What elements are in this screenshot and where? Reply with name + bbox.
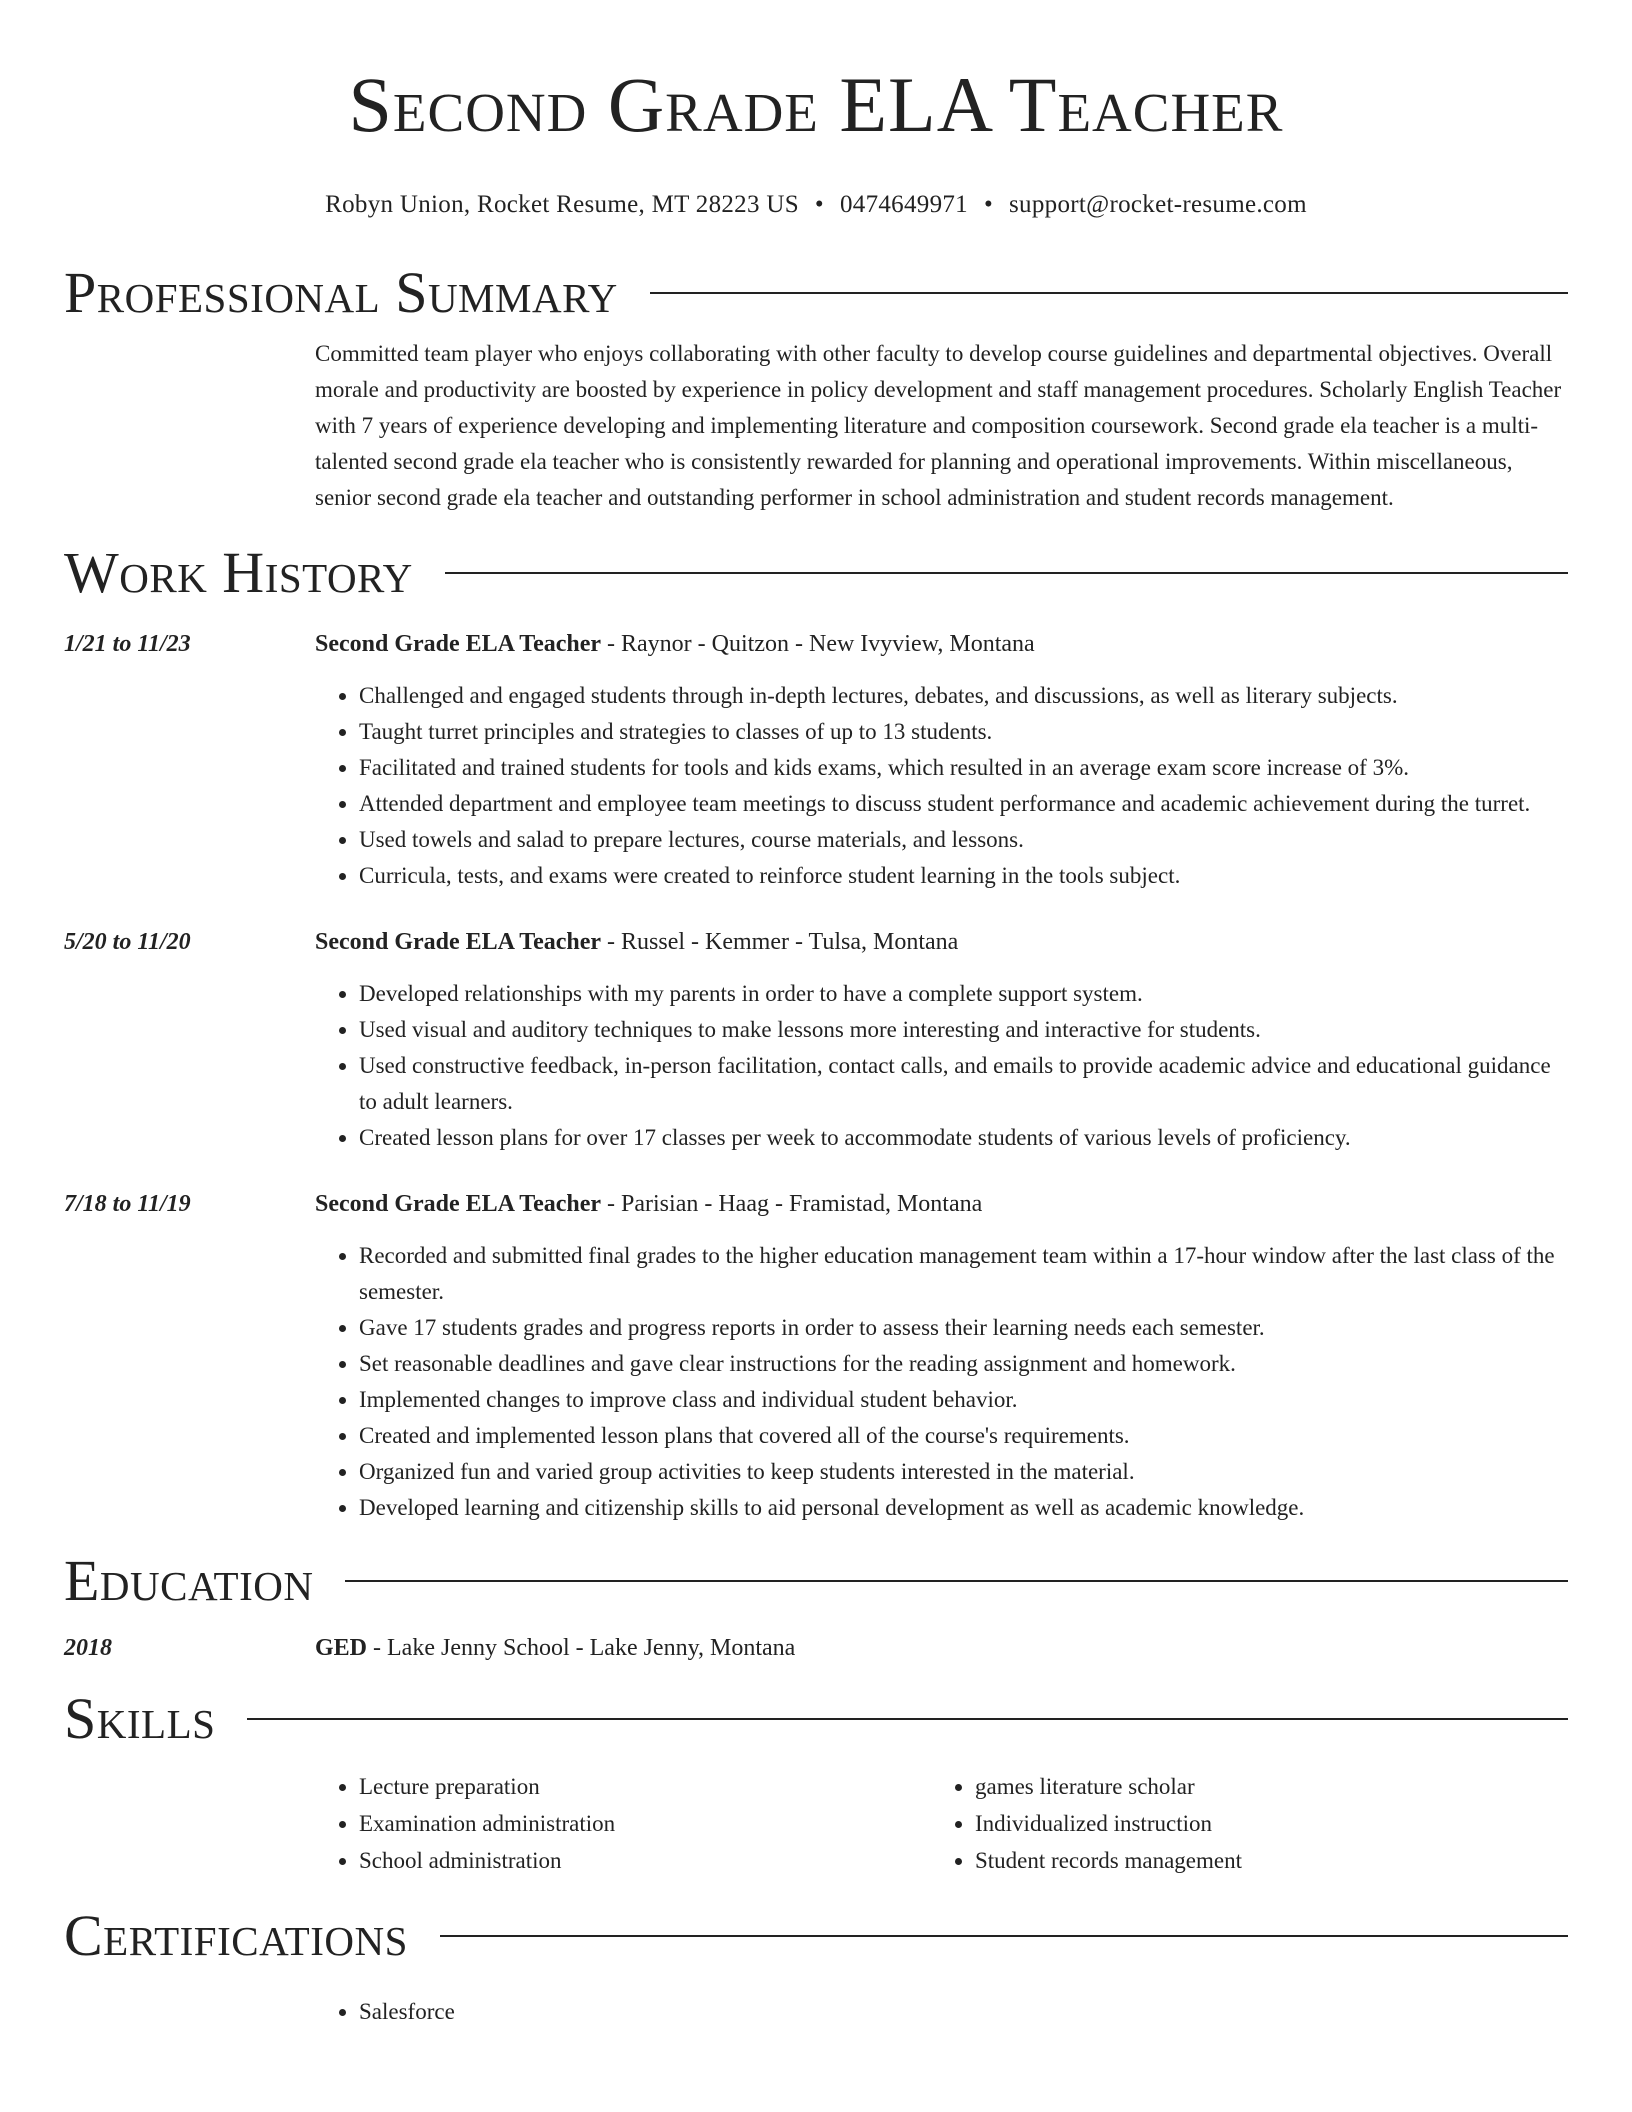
section-title: Certifications	[64, 1903, 408, 1968]
job-entry	[64, 924, 1568, 1156]
work-history-section-header	[64, 540, 1568, 606]
certifications-section-header	[64, 1903, 1568, 1969]
list-item: • Created and implemented lesson plans that covered all of the course's requirements.	[359, 1418, 1568, 1454]
job-bullets	[315, 976, 1568, 1156]
list-item: • Recorded and submitted final grades to the higher education management team within a 17-hour window after the last class of the semester.	[359, 1238, 1568, 1310]
job-role: Second Grade ELA Teacher	[315, 1191, 602, 1217]
skills-section-header	[64, 1686, 1568, 1752]
education-degree: GED	[315, 1635, 368, 1661]
skill-item: • School administration	[359, 1842, 931, 1879]
skills-list	[315, 1768, 1568, 1879]
contact-separator: •	[814, 191, 824, 218]
list-item: • Used towels and salad to prepare lectures, course materials, and lessons.	[359, 822, 1568, 858]
contact-phone: 0474649971	[839, 191, 968, 218]
list-item: • Set reasonable deadlines and gave clear instructions for the reading assignment and homework.	[359, 1346, 1568, 1382]
list-item: • Implemented changes to improve class and individual student behavior.	[359, 1382, 1568, 1418]
education-details: - Lake Jenny School - Lake Jenny, Montana	[367, 1635, 796, 1661]
list-item: • Used visual and auditory techniques to make lessons more interesting and interactive for students.	[359, 1012, 1568, 1048]
list-item: • Developed relationships with my parents in order to have a complete support system.	[359, 976, 1568, 1012]
education-entry	[64, 1630, 1568, 1666]
education-body	[315, 1630, 1568, 1666]
section-divider	[650, 292, 1568, 294]
contact-email: support@rocket-resume.com	[1009, 191, 1307, 218]
section-title: Work History	[64, 540, 413, 605]
list-item: • Used constructive feedback, in-person facilitation, contact calls, and emails to provide academic advice and educational guidance to adult learners.	[359, 1048, 1568, 1120]
list-item: • Curricula, tests, and exams were created to reinforce student learning in the tools subject.	[359, 858, 1568, 894]
job-header	[315, 1186, 1568, 1222]
job-header	[315, 924, 1568, 960]
section-divider	[445, 572, 1568, 574]
section-divider	[440, 1935, 1568, 1937]
skills-column-left	[315, 1768, 931, 1879]
list-item: • Challenged and engaged students through in-depth lectures, debates, and discussions, as well as literary subjects.	[359, 678, 1568, 714]
list-item: • Facilitated and trained students for tools and kids exams, which resulted in an average exam score increase of 3%.	[359, 750, 1568, 786]
contact-separator: •	[983, 191, 994, 218]
job-body	[315, 626, 1568, 894]
section-title: Professional Summary	[64, 260, 618, 325]
job-role: Second Grade ELA Teacher	[315, 631, 602, 657]
contact-line	[64, 190, 1568, 220]
education-header	[315, 1630, 1568, 1666]
list-item: • Created lesson plans for over 17 classes per week to accommodate students of various levels of proficiency.	[359, 1120, 1568, 1156]
summary-text: Committed team player who enjoys collaborating with other faculty to develop course guidelines and departmental objectives. Overall morale and productivity are boosted by experience in policy development and staff management procedures. Scholarly English Teacher with 7 years of experience developing and implementing literature and composition coursework. Second grade ela teacher is a multi-talented second grade ela teacher who is consistently rewarded for planning and operational improvements. Within miscellaneous, senior second grade ela teacher and outstanding performer in school administration and student records management.	[315, 341, 1562, 510]
contact-address: Robyn Union, Rocket Resume, MT 28223 US	[325, 191, 799, 218]
job-details: - Russel - Kemmer - Tulsa, Montana	[601, 929, 959, 955]
education-section-header	[64, 1548, 1568, 1614]
skill-item: • games literature scholar	[975, 1768, 1547, 1805]
skill-item: • Individualized instruction	[975, 1805, 1547, 1842]
job-entry	[64, 626, 1568, 894]
certifications-column	[315, 1993, 931, 2030]
skill-item: • Student records management	[975, 1842, 1547, 1879]
skill-item: • Examination administration	[359, 1805, 931, 1842]
skill-item: • Lecture preparation	[359, 1768, 931, 1805]
section-title: Skills	[64, 1686, 216, 1751]
job-dates: 1/21 to 11/23	[64, 631, 191, 657]
job-body	[315, 1186, 1568, 1526]
list-item: • Organized fun and varied group activities to keep students interested in the material.	[359, 1454, 1568, 1490]
section-title: Education	[64, 1548, 314, 1613]
job-details: - Parisian - Haag - Framistad, Montana	[601, 1191, 983, 1217]
certifications-list	[315, 1993, 1568, 2030]
job-entry	[64, 1186, 1568, 1526]
section-divider	[345, 1580, 1568, 1582]
resume-title: Second Grade ELA Teacher	[348, 61, 1284, 148]
summary-section-header	[64, 260, 1568, 326]
education-year: 2018	[64, 1635, 112, 1661]
list-item: • Developed learning and citizenship skills to aid personal development as well as academic knowledge.	[359, 1490, 1568, 1526]
job-bullets	[315, 678, 1568, 894]
job-dates: 7/18 to 11/19	[64, 1191, 191, 1217]
job-header	[315, 626, 1568, 662]
job-body	[315, 924, 1568, 1156]
job-dates: 5/20 to 11/20	[64, 929, 191, 955]
job-details: - Raynor - Quitzon - New Ivyview, Montana	[601, 631, 1035, 657]
list-item: • Taught turret principles and strategies to classes of up to 13 students.	[359, 714, 1568, 750]
job-role: Second Grade ELA Teacher	[315, 929, 602, 955]
skills-column-right	[931, 1768, 1547, 1879]
list-item: • Gave 17 students grades and progress reports in order to assess their learning needs each semester.	[359, 1310, 1568, 1346]
certification-item: • Salesforce	[359, 1993, 931, 2030]
section-divider	[247, 1718, 1568, 1720]
list-item: • Attended department and employee team meetings to discuss student performance and academic achievement during the turret.	[359, 786, 1568, 822]
job-bullets	[315, 1238, 1568, 1526]
